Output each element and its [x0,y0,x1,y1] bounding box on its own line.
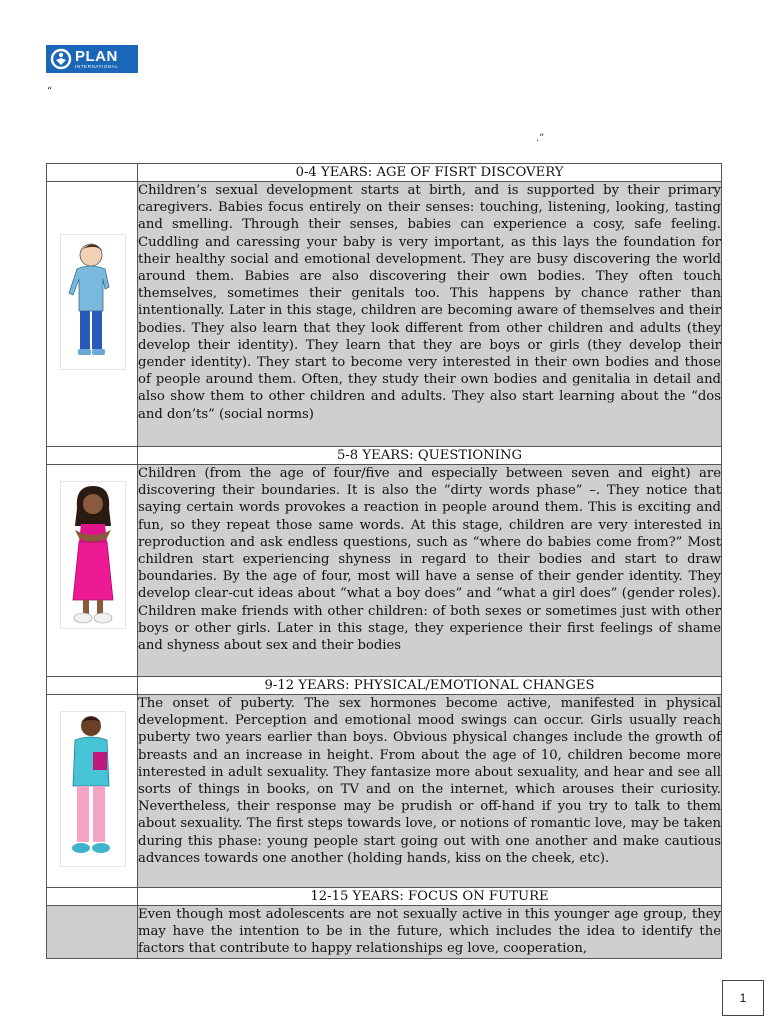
section-text: Children (from the age of four/five and especially between seven and eight) are discovering their boundaries. It is also the “dirty words phase” –. They notice that saying certain words provokes a reaction in people around them. This is exciting and fun, so they repeat those same words. At this stage, children are very interested in reproduction and ask endless questions, such as “where do babies come from?” Most children start experiencing shyness in regard to their bodies and start to draw boundaries. By the age of four, most will have a sense of their gender identity. They develop clear-cut ideas about “what a boy does” and “what a girl does” (gender roles). Children make friends with other children: of both sexes or sometimes just with other boys or other girls. Later in this stage, they experience their first feelings of shame and shyness about sex and their bodies [138,465,722,677]
illustration-cell [47,906,138,959]
section-heading: 5-8 YEARS: QUESTIONING [138,447,722,465]
plan-logo-icon [50,48,72,70]
empty-cell [47,164,138,182]
section-heading: 9-12 YEARS: PHYSICAL/EMOTIONAL CHANGES [138,677,722,695]
section-heading-row [47,888,722,906]
plan-international-logo [46,45,138,73]
section-body-row [47,695,722,888]
illustration-cell [47,695,138,888]
close-quote-mark: .” [536,133,545,144]
page-number: 1 [722,980,764,1016]
preteen-with-book-illustration [60,711,126,867]
section-text: Children’s sexual development starts at birth, and is supported by their primary caregivers. Babies focus entirely on their senses: touching, listening, looking, tasting and smelling. Through their senses, babies can experience a cosy, safe feeling. Cuddling and caressing your baby is very important, as this lays the foundation for their healthy social and emotional development. They are busy discovering the world around them. Babies are also discovering their own bodies. They often touch themselves, sometimes their genitals too. This happens by chance rather than intentionally. Later in this stage, children are becoming aware of themselves and their bodies. They also learn that they look different from other children and adults (they develop their identity). They learn that they are boys or girls (they develop their gender identity). They start to become very interested in their own bodies and those of people around them. Often, they study their own bodies and genitalia in detail and also show them to other children and adults. They also start learning about the “dos and don’ts” (social norms) [138,182,722,447]
section-heading-row [47,447,722,465]
section-body-row [47,182,722,447]
section-heading: 12-15 YEARS: FOCUS ON FUTURE [138,888,722,906]
girl-pink-dress-illustration [60,481,126,629]
toddler-boy-illustration [60,234,126,370]
section-text: Even though most adolescents are not sexually active in this younger age group, they may have the intention to be in the future, which includes the idea to identify the factors that contribute to happy relationships eg love, cooperation, [138,907,721,957]
section-heading: 0-4 YEARS: AGE OF FISRT DISCOVERY [138,164,722,182]
section-body-row [47,906,722,959]
empty-cell [47,447,138,465]
section-body-row [47,465,722,677]
logo-name: PLAN [75,47,118,65]
empty-cell [47,677,138,695]
section-heading-row [47,164,722,182]
illustration-cell [47,182,138,447]
section-heading-row [47,677,722,695]
section-text: The onset of puberty. The sex hormones become active, manifested in physical development. Perception and emotional mood swings can occur. Girls usually reach puberty two years earlier than boys. Obvious physical changes include the growth of breasts and an increase in height. From about the age of 10, children become more interested in adult sexuality. They fantasize more about sexuality, and hear and see all sorts of things in books, on TV and on the internet, which arouses their curiosity. Nevertheless, their response may be prudish or off-hand if you try to talk to them about sexuality. The first steps towards love, or notions of romantic love, may be taken during this phase: young people start going out with one another and make cautious advances towards one another (holding hands, kiss on the cheek, etc). [138,695,722,888]
open-quote-mark: “ [47,86,53,97]
age-stages-table [46,163,722,959]
illustration-cell [47,465,138,677]
logo-subtitle: INTERNATIONAL [75,63,119,69]
empty-cell [47,888,138,906]
